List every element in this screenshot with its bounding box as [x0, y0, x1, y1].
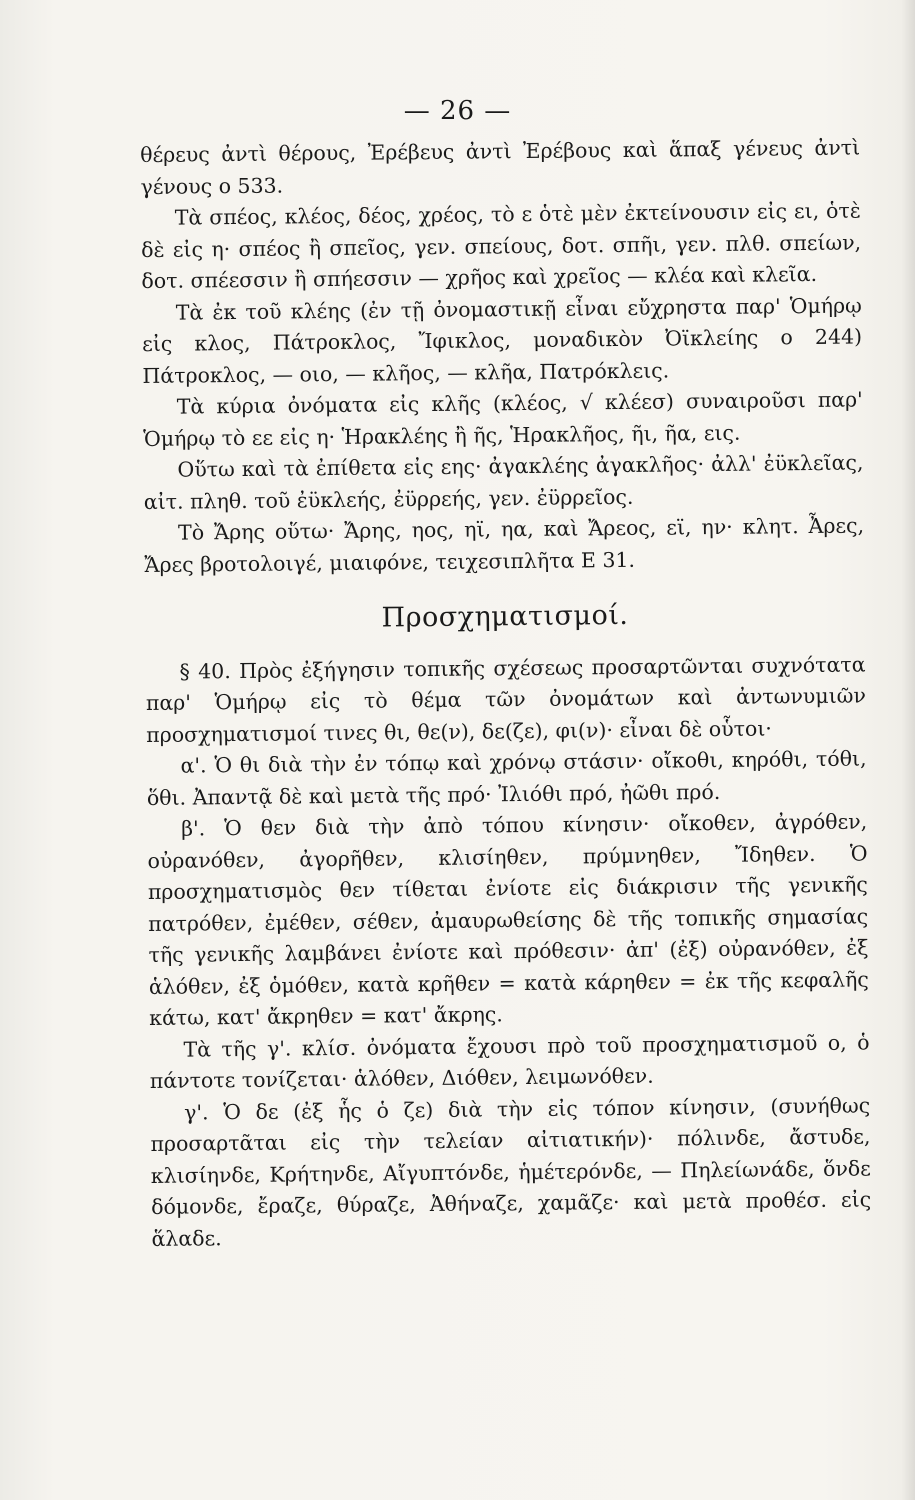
page-number: — 26 —	[403, 96, 512, 126]
paragraph-epitheta: Οὕτω καὶ τὰ ἐπίθετα εἰς εης· ἀγακλέης ἀγακλῆος· ἀλλ' ἐϋκλεῖας, αἰτ. πληθ. τοῦ ἐϋκλεής, ἐϋρρεής, γεν. ἐϋρρεῖος.	[143, 450, 864, 514]
paragraph-kyria-onomata: Τὰ κύρια ὀνόματα εἰς κλῆς (κλέος, √ κλέεσ) συναιροῦσι παρ' Ὁμήρῳ τὸ εε εἰς η· Ἡρακλέης ἢ ῆς, Ἡρακλῆος, ῆι, ῆα, εις.	[143, 387, 863, 451]
paragraph-continuation: θέρευς ἀντὶ θέρους, Ἐρέβευς ἀντὶ Ἐρέβους καὶ ἅπαξ γένευς ἀντὶ γένους ο 533.	[140, 135, 861, 199]
page-body	[140, 132, 872, 1254]
paragraph-gamma: γ'. Ὁ δε (ἐξ ἧς ὁ ζε) διὰ τὴν εἰς τόπον κίνησιν, (συνήθως προσαρτᾶται εἰς τὴν τελείαν αἰτιατικήν)· πόλινδε, ἄστυδε, κλισίηνδε, Κρήτηνδε, Αἴγυπτόνδε, ἡμέτερόνδε, — Πηλείωνάδε, ὅνδε δόμονδε, ἔραζε, θύραζε, Ἀθήναζε, χαμᾶζε· καὶ μετὰ προθέσ. εἰς ἅλαδε.	[150, 1092, 872, 1251]
paragraph-section-40: § 40. Πρὸς ἐξήγησιν τοπικῆς σχέσεως προσαρτῶνται συχνότατα παρ' Ὁμήρῳ εἰς τὸ θέμα τῶν ὀνομάτων καὶ ἀντωνυμιῶν προσχηματισμοί τινες θι, θε(ν), δε(ζε), φι(ν)· εἶναι δὲ οὗτοι·	[145, 651, 866, 747]
paragraph-ares: Τὸ Ἄρης οὕτω· Ἄρης, ηος, ηϊ, ηα, καὶ Ἄρεος, εϊ, ην· κλητ. Ἆρες, Ἄρες βροτολοιγέ, μιαιφόνε, τειχεσιπλῆτα Ε 31.	[144, 513, 865, 577]
page-edge-shadow	[901, 0, 915, 1500]
paragraph-speos: Τὰ σπέος, κλέος, δέος, χρέος, τὸ ε ὁτὲ μὲν ἐκτείνουσιν εἰς ει, ὁτὲ δὲ εἰς η· σπέος ἢ σπεῖος, γεν. σπείους, δοτ. σπῆι, γεν. πλθ. σπείων, δοτ. σπέεσσιν ἢ σπήεσσιν — χρῆος καὶ χρεῖος — κλέα καὶ κλεῖα.	[141, 198, 862, 293]
section-heading: Προσχηματισμοί.	[381, 599, 629, 634]
paragraph-beta: β'. Ὁ θεν διὰ τὴν ἀπὸ τόπου κίνησιν· οἴκοθεν, ἀγρόθεν, οὐρανόθεν, ἀγορῆθεν, κλισίηθεν, πρύμνηθεν, Ἴδηθεν. Ὁ προσχηματισμὸς θεν τίθεται ἐνίοτε εἰς διάκρισιν τῆς γενικῆς πατρόθεν, ἐμέθεν, σέθεν, ἀμαυρωθείσης δὲ τῆς τοπικῆς σημασίας τῆς γενικῆς λαμβάνει ἐνίοτε καὶ πρόθεσιν· ἀπ' (ἐξ) οὐρανόθεν, ἐξ ἁλόθεν, ἐξ ὁμόθεν, κατὰ κρῆθεν = κατὰ κάρηθεν = ἐκ τῆς κεφαλῆς κάτω, κατ' ἄκρηθεν = κατ' ἄκρης.	[147, 809, 869, 1030]
paragraph-kleis: Τὰ ἐκ τοῦ κλέης (ἐν τῇ ὀνομαστικῇ εἶναι εὔχρηστα παρ' Ὁμήρῳ εἰς κλος, Πάτροκλος, Ἴφικλος, μοναδικὸν Ὀϊκλείης ο 244) Πάτροκλος, — οιο, — κλῆος, — κλῆα, Πατρόκλεις.	[142, 292, 863, 388]
paragraph-alpha: α'. Ὁ θι διὰ τὴν ἐν τόπῳ καὶ χρόνῳ στάσιν· οἴκοθι, κηρόθι, τόθι, ὅθι. Ἀπαντᾷ δὲ καὶ μετὰ τῆς πρό· Ἰλιόθι πρό, ἠῶθι πρό.	[146, 746, 867, 810]
paragraph-gamma-declension: Τὰ τῆς γ'. κλίσ. ὀνόματα ἔχουσι πρὸ τοῦ προσχηματισμοῦ ο, ὁ πάντοτε τονίζεται· ἁλόθεν, Διόθεν, λειμωνόθεν.	[149, 1029, 870, 1093]
